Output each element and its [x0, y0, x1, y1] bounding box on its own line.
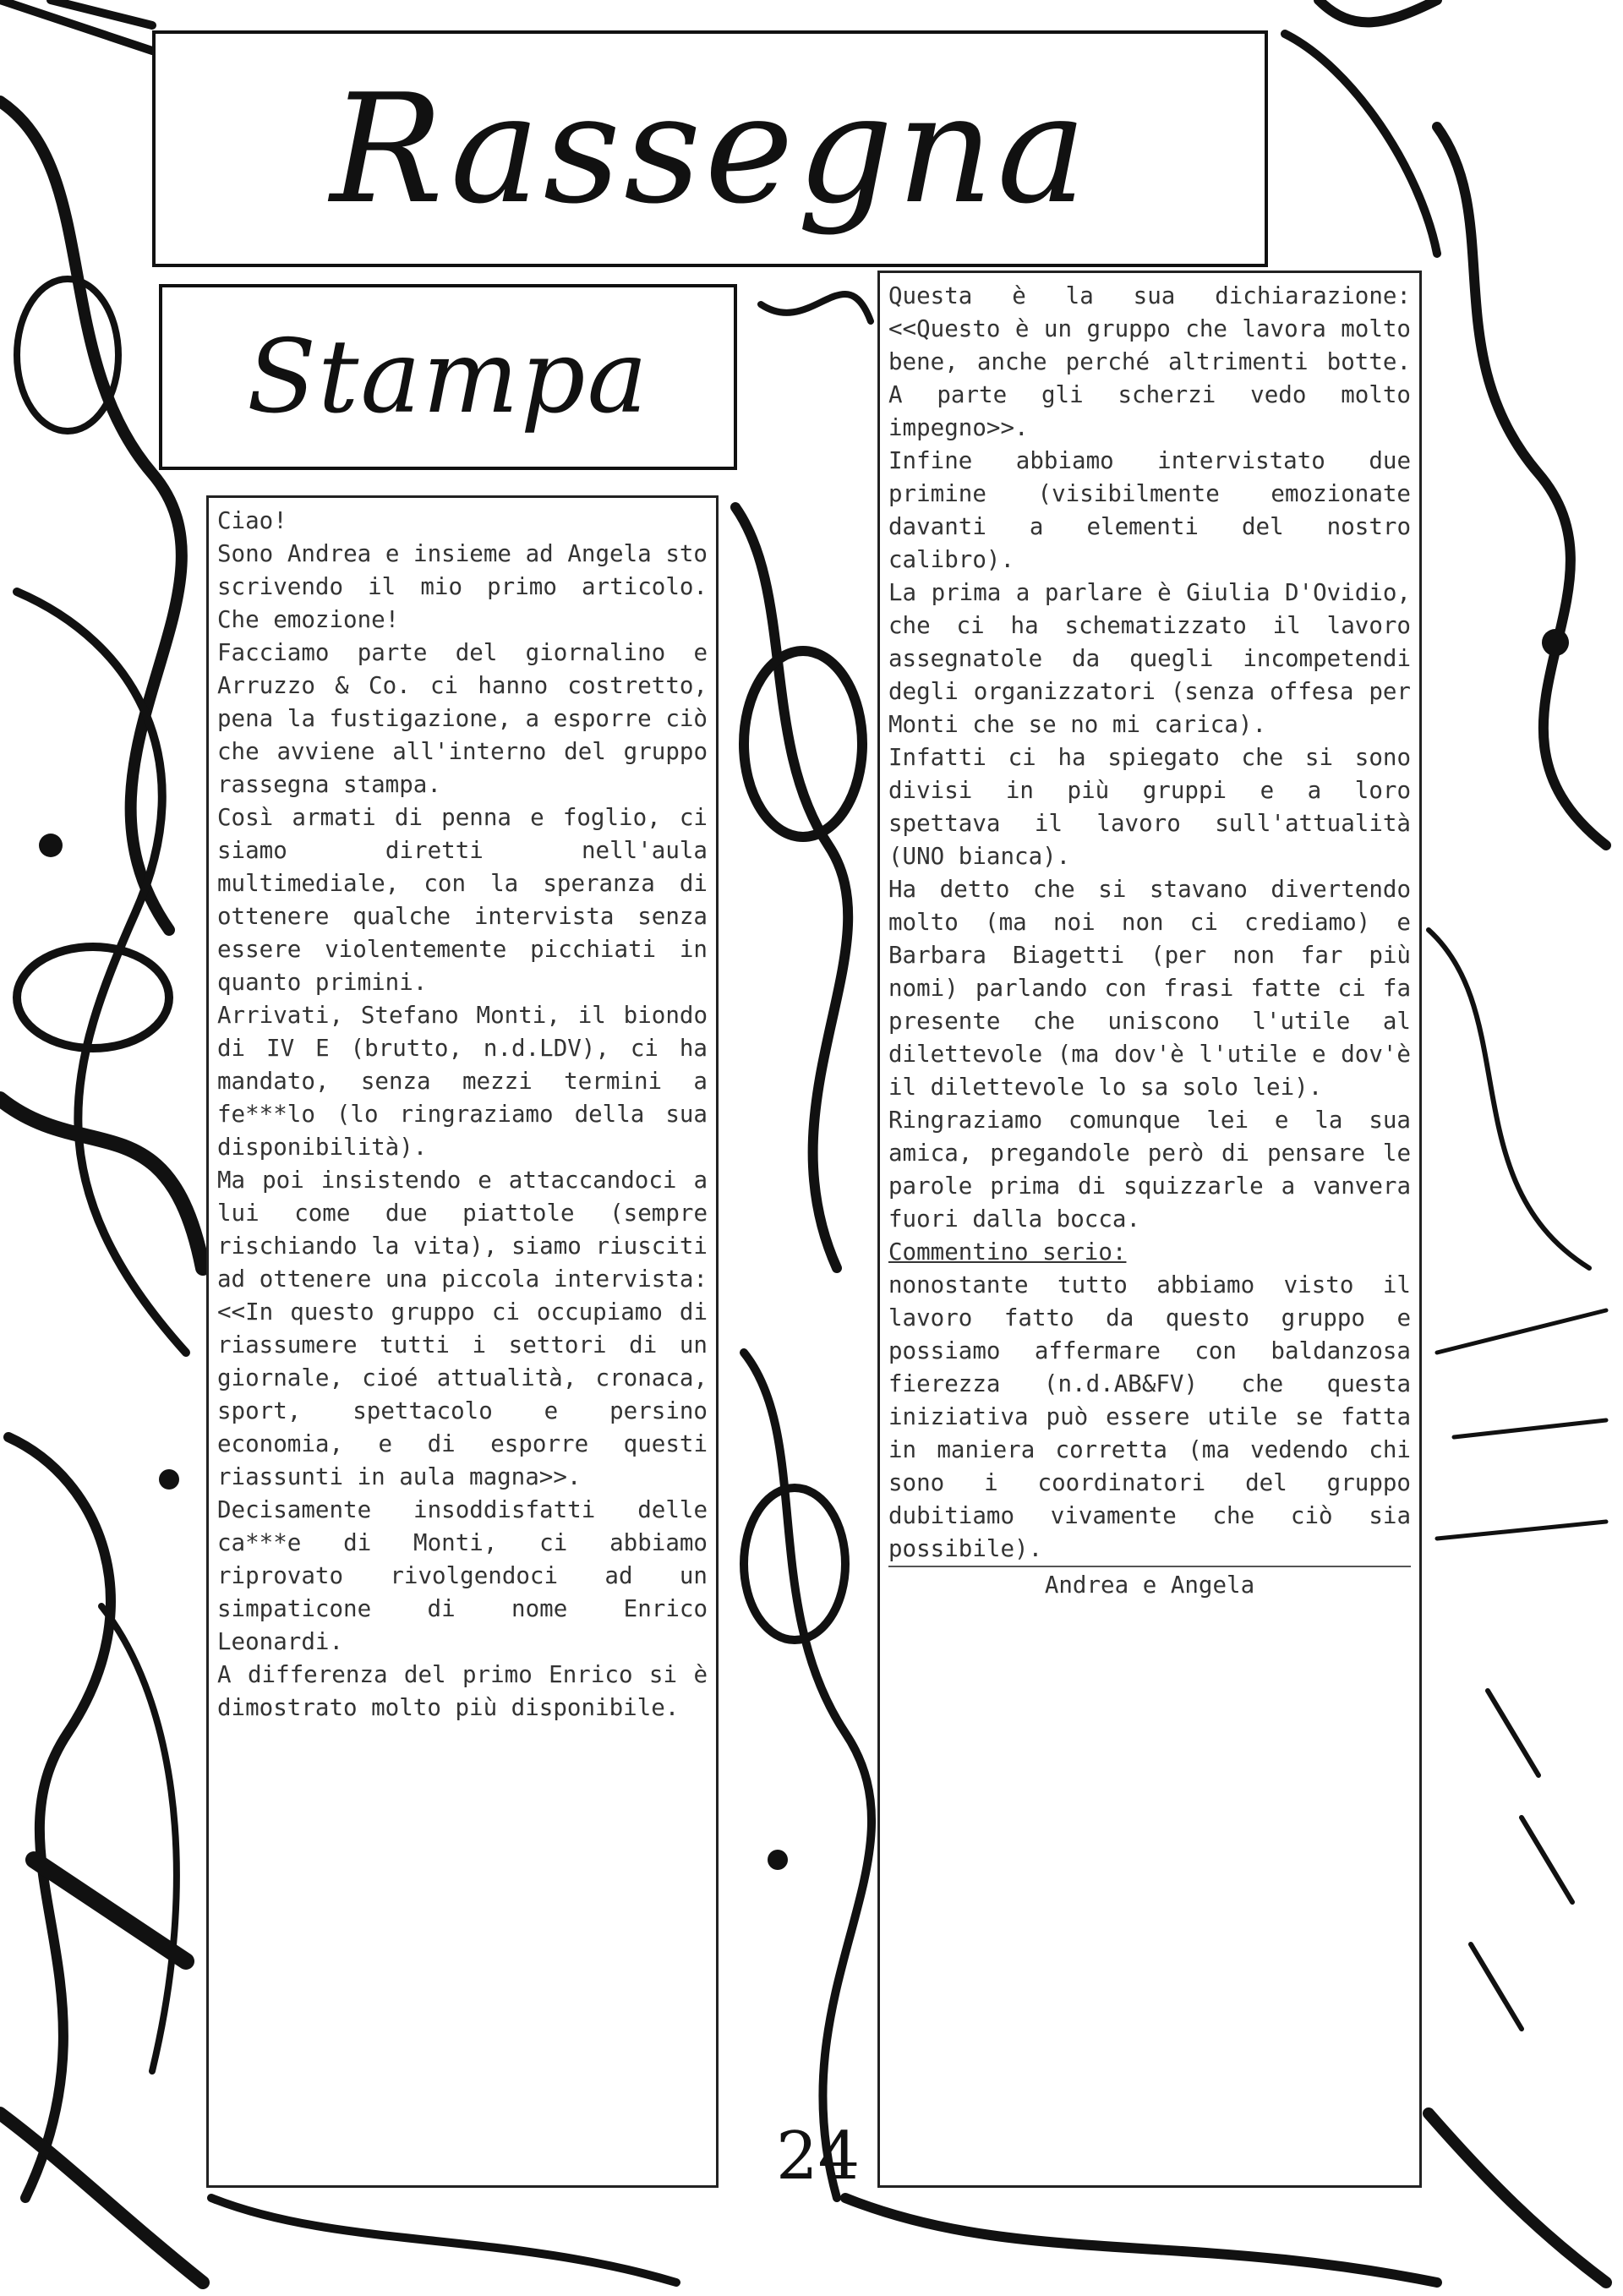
paragraph: Ha detto che si stavano divertendo molto (ma noi non ci crediamo) e Barbara Biagetti (per non far più nomi) parlando con frasi fatte ci fa presente che uniscono l'utile al dilettevole (ma dov'è l'utile e dov'è il dilettevole lo sa solo lei). [888, 876, 1411, 1101]
paragraph: Così armati di penna e foglio, ci siamo diretti nell'aula multimediale, con la speranza di ottenere qualche intervista senza essere violentemente picchiati in quanto primini. [217, 804, 708, 996]
left-text-column [206, 495, 719, 2188]
page-subtitle: Stampa [246, 318, 650, 436]
paragraph: Infatti ci ha spiegato che si sono divisi in più gruppi e a loro spettava il lavoro sull'attualità (UNO bianca). [888, 744, 1411, 870]
page-title: Rassegna [330, 61, 1090, 237]
paragraph: Questa è la sua dichiarazione: <<Questo è un gruppo che lavora molto bene, anche perché altrimenti botte. A parte gli scherzi vedo molto impegno>>. [888, 282, 1411, 441]
paragraph: Infine abbiamo intervistato due primine (visibilmente emozionate davanti a elementi del nostro calibro). [888, 447, 1411, 573]
paragraph: La prima a parlare è Giulia D'Ovidio, che ci ha schematizzato il lavoro assegnatole da quegli incompetendi degli organizzatori (senza offesa per Monti che se no mi carica). [888, 579, 1411, 738]
title-box [152, 30, 1268, 267]
paragraph: Ringraziamo comunque lei e la sua amica, pregandole però di pensare le parole prima di squizzarle a vanvera fuori dalla bocca. [888, 1107, 1411, 1233]
right-text-column [877, 271, 1422, 2188]
page-number: 24 [776, 2118, 861, 2195]
subtitle-box [159, 284, 737, 470]
paragraph: Facciamo parte del giornalino e Arruzzo & Co. ci hanno costretto, pena la fustigazione, a esporre ciò che avviene all'interno del gruppo rassegna stampa. [217, 639, 708, 798]
paragraph: Arrivati, Stefano Monti, il biondo di IV E (brutto, n.d.LDV), ci ha mandato, senza mezzi termini a fe***lo (lo ringraziamo della sua disponibilità). [217, 1002, 708, 1161]
signature: Andrea e Angela [888, 1566, 1411, 1602]
paragraph: Ciao! [217, 507, 287, 534]
paragraph: Ma poi insistendo e attaccandoci a lui come due piattole (sempre rischiando la vita), siamo riusciti ad ottenere una piccola intervista: <<In questo gruppo ci occupiamo di riassumere tutti i settori di un giornale, cioé attualità, cronaca, sport, spettacolo e persino economia, e di esporre questi riassunti in aula magna>>. [217, 1167, 708, 1490]
paragraph: Sono Andrea e insieme ad Angela sto scrivendo il mio primo articolo. Che emozione! [217, 540, 708, 633]
comment-heading: Commentino serio: [888, 1238, 1127, 1266]
comment-text: nonostante tutto abbiamo visto il lavoro fatto da questo gruppo e possiamo affermare con baldanzosa fierezza (n.d.AB&FV) che questa iniziativa può essere utile se fatta in maniera corretta (ma vedendo chi sono i coordinatori del gruppo dubitiamo vivamente che ciò sia possibile). [888, 1271, 1411, 1562]
paragraph: A differenza del primo Enrico si è dimostrato molto più disponibile. [217, 1661, 708, 1721]
paragraph: Decisamente insoddisfatti delle ca***e di Monti, ci abbiamo riprovato rivolgendoci ad un simpaticone di nome Enrico Leonardi. [217, 1496, 708, 1655]
